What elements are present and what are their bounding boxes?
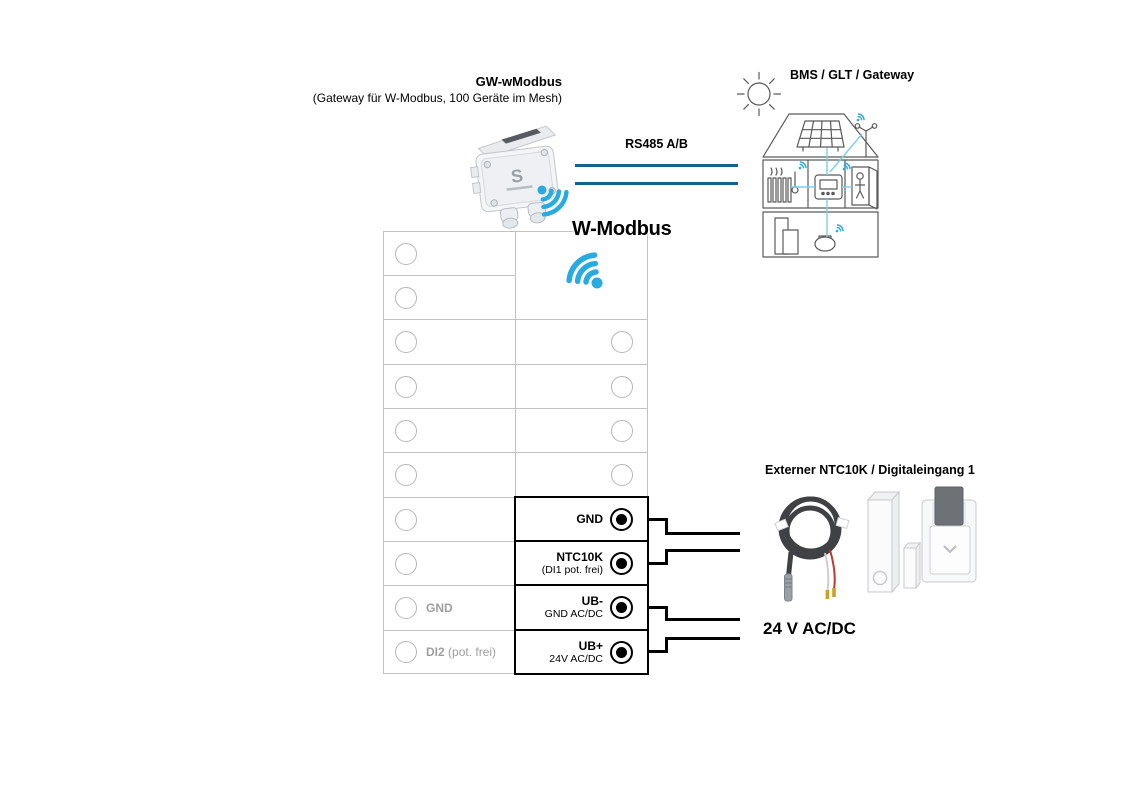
screw-icon — [491, 199, 498, 206]
grid-cell — [383, 364, 515, 408]
grid-cell — [515, 319, 648, 364]
grid-cell — [515, 452, 648, 497]
terminal-circle — [611, 420, 633, 442]
terminal-circle — [395, 641, 417, 663]
terminal-connector — [610, 641, 633, 664]
rs485-line-a — [575, 164, 738, 167]
terminal-connector — [610, 552, 633, 575]
cable-gland-icon — [500, 207, 519, 229]
screw-icon — [484, 161, 491, 168]
di2-label: DI2 (pot. frei) — [426, 645, 497, 659]
grid-cell — [383, 408, 515, 452]
terminal-label: UB+ 24V AC/DC — [549, 638, 603, 665]
terminal-circle — [395, 243, 417, 265]
thermostat-icon — [815, 175, 842, 199]
grid-cell — [383, 452, 515, 497]
terminal-connector — [610, 596, 633, 619]
grid-cell — [515, 364, 648, 408]
grid-cell-gnd — [383, 585, 515, 630]
gnd-label: GND — [426, 601, 453, 615]
terminal-label: GND — [576, 511, 603, 526]
grid-cell — [515, 408, 648, 452]
terminal-circle — [611, 464, 633, 486]
power-label: 24 V AC/DC — [763, 619, 856, 638]
terminal-connector — [610, 508, 633, 531]
gateway-heading — [260, 74, 562, 106]
door-contact-image — [862, 486, 924, 598]
terminal-cell-gnd — [514, 496, 649, 542]
grid-cell — [383, 497, 515, 541]
terminal-circle — [395, 287, 417, 309]
terminal-circle — [395, 420, 417, 442]
wmodbus-label: W-Modbus — [572, 218, 672, 240]
probe-sleeve — [785, 574, 793, 601]
device-logo: S — [509, 165, 525, 187]
ferrule — [826, 590, 830, 599]
bms-label: BMS / GLT / Gateway — [790, 68, 915, 82]
terminal-cell-ub-plus — [514, 629, 649, 675]
screw-icon — [541, 149, 548, 156]
terminal-circle — [395, 597, 417, 619]
wifi-icon — [857, 114, 864, 121]
terminal-circle — [395, 331, 417, 353]
wire-ntc — [665, 549, 740, 552]
grid-cell — [383, 319, 515, 364]
terminal-circle — [611, 376, 633, 398]
grid-cell — [383, 231, 515, 275]
terminal-circle — [395, 509, 417, 531]
wire-gnd — [665, 532, 740, 535]
rs485-label: RS485 A/B — [625, 137, 688, 151]
rs485-line-b — [575, 182, 738, 185]
white-lead — [825, 553, 828, 591]
gateway-title: GW-wModbus — [475, 74, 562, 89]
gateway-subtitle: (Gateway für W-Modbus, 100 Geräte im Mesh) — [312, 90, 562, 105]
terminal-cell-ub-minus — [514, 584, 649, 631]
terminal-label: UB- GND AC/DC — [544, 594, 603, 621]
wire-ub-plus — [665, 637, 740, 640]
terminal-cell-ntc10k — [514, 540, 649, 586]
ferrule — [832, 588, 836, 597]
building-illustration — [723, 60, 885, 260]
wifi-icon — [534, 182, 574, 222]
terminal-circle — [611, 331, 633, 353]
solar-panel-icon — [797, 121, 844, 151]
grid-cell — [383, 275, 515, 319]
terminal-label: NTC10K (DI1 pot. frei) — [541, 549, 603, 576]
terminal-circle — [395, 464, 417, 486]
wifi-icon — [561, 247, 605, 291]
terminal-circle — [395, 376, 417, 398]
key-card — [935, 487, 963, 525]
ntc-sensor-image — [758, 482, 866, 604]
grid-cell-di2 — [383, 630, 515, 674]
wire-ub-minus — [665, 618, 740, 621]
terminal-circle — [395, 553, 417, 575]
card-switch-image — [918, 486, 982, 589]
external-input-label: Externer NTC10K / Digitaleingang 1 — [765, 463, 975, 477]
grid-cell — [383, 541, 515, 585]
red-lead — [830, 550, 835, 589]
sun-icon — [738, 73, 781, 116]
